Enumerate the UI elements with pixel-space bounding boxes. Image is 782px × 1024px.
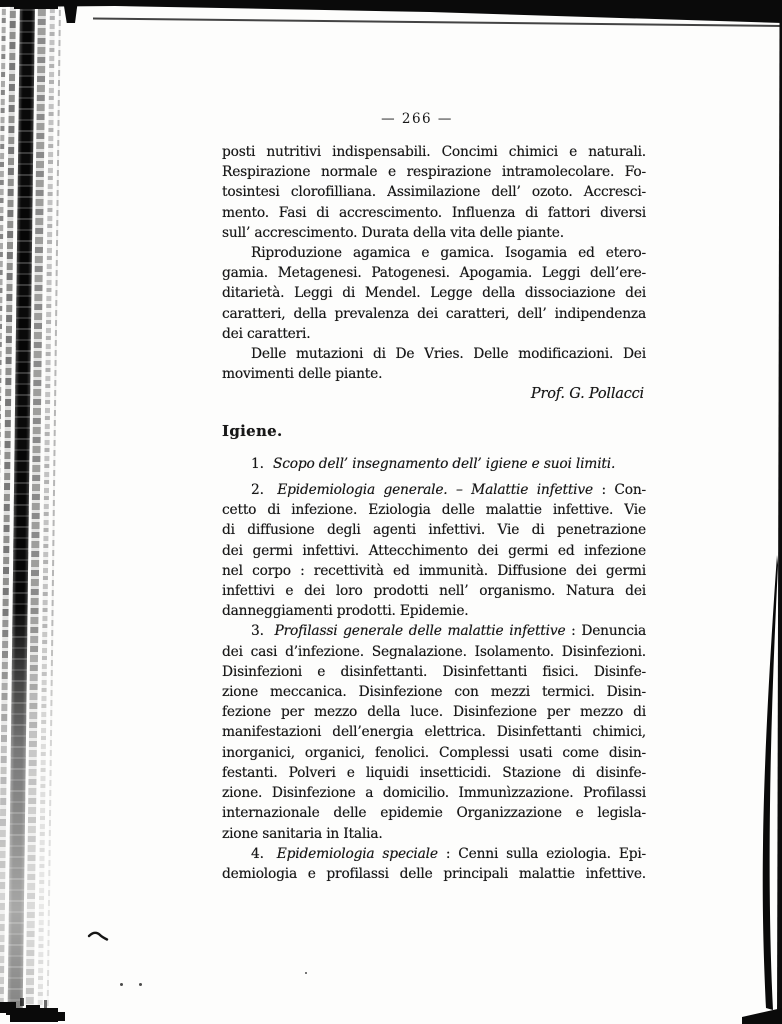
text-line: Respirazione normale e respirazione intramolecolare. Fo- [222, 164, 646, 181]
item-title: Epidemiologia speciale [276, 845, 438, 862]
item-number: 4. [251, 845, 264, 862]
text-line: infettivi e dei loro prodotti nell’ organismo. Natura dei [222, 583, 646, 600]
item-first-line [222, 621, 646, 641]
text-line: nel corpo : recettività ed immunità. Diffusione dei germi [222, 562, 646, 579]
pen-squiggle-mark [86, 929, 110, 945]
text-line: dei caratteri. [222, 325, 311, 342]
text-line: internazionale delle epidemie Organizzazione e legisla- [222, 805, 646, 822]
item-continuation-lines [222, 642, 646, 844]
item-first-line [222, 480, 646, 500]
item-title: Scopo dell’ insegnamento dell’ igiene e suoi limiti. [272, 455, 616, 472]
text-line: inorganici, organici, fenolici. Complessi usati come disin- [222, 744, 646, 761]
text-line: movimenti delle piante. [222, 366, 383, 383]
item-first-line [222, 844, 646, 864]
section-heading-igiene: Igiene. [222, 421, 283, 440]
text-line: festanti. Polveri e liquidi insetticidi. Stazione di disinfe- [222, 764, 646, 781]
item-number: 2. [251, 482, 264, 499]
scan-bottom-left-blob [0, 996, 72, 1024]
text-line: zione meccanica. Disinfezione con mezzi termici. Disin- [222, 684, 646, 701]
item-title: Profilassi generale delle malattie infettive [274, 623, 566, 640]
text-line: tosintesi clorofilliana. Assimilazione dell’ ozoto. Accresci- [222, 184, 646, 201]
dust-speck [120, 983, 123, 986]
dust-speck [139, 983, 142, 986]
book-binding-stripes [0, 0, 64, 1012]
item-continuation-lines [222, 864, 646, 884]
page-text-column [222, 142, 646, 884]
item-number: 3. [251, 623, 264, 640]
text-line: gamia. Metagenesi. Patogenesi. Apogamia. Leggi dell’ere- [222, 265, 646, 282]
text-line: zione sanitaria in Italia. [222, 825, 383, 842]
text-line: Disinfezioni e disinfettanti. Disinfettanti fisici. Disinfe- [222, 663, 646, 680]
text-line: caratteri, della prevalenza dei caratteri, dell’ indipendenza [222, 305, 646, 322]
scan-top-edge-shadow [0, 0, 782, 30]
text-line: danneggiamenti prodotti. Epidemie. [222, 603, 469, 620]
text-line: fezione per mezzo della luce. Disinfezione per mezzo di [222, 704, 646, 721]
text-line: demiologia e profilassi delle principali malattie infettive. [222, 865, 646, 882]
item-number: 1. [251, 455, 264, 472]
paragraph-botany-nutrition [222, 142, 646, 243]
text-line: di diffusione degli agenti infettivi. Vie di penetrazione [222, 522, 646, 539]
paragraph-botany-reproduction [222, 243, 646, 344]
syllabus-item-1 [222, 454, 646, 474]
syllabus-item-4 [222, 844, 646, 884]
text-line: Delle mutazioni di De Vries. Delle modificazioni. Dei [251, 346, 646, 363]
item-continuation-lines [222, 500, 646, 621]
syllabus-item-3 [222, 621, 646, 843]
professor-signature: Prof. G. Pollacci [530, 386, 644, 403]
text-line: dei germi infettivi. Attecchimento dei germi ed infezione [222, 542, 646, 559]
item-line-rest: : Cenni sulla eziologia. Epi- [437, 845, 647, 862]
item-first-line [222, 454, 646, 474]
item-line-rest: : Denuncia [565, 623, 646, 640]
page-number: — 266 — [381, 111, 453, 127]
text-line: zione. Disinfezione a domicilio. Immunìzzazione. Profilassi [222, 785, 646, 802]
item-line-rest: : Con- [592, 482, 646, 499]
text-line: posti nutritivi indispensabili. Concimi chimici e naturali. [222, 144, 646, 160]
item-title: Epidemiologia generale. – Malattie infettive [277, 482, 593, 499]
text-line: mento. Fasi di accrescimento. Influenza di fattori diversi [222, 204, 646, 221]
text-line: sull’ accrescimento. Durata della vita delle piante. [222, 224, 564, 241]
text-line: cetto di infezione. Eziologia delle malattie infettive. Vie [222, 502, 646, 519]
text-line: manifestazioni dell’energia elettrica. Disinfettanti chimici, [222, 724, 646, 741]
text-line: Riproduzione agamica e gamica. Isogamia ed etero- [251, 245, 646, 262]
text-line: ditarietà. Leggi di Mendel. Legge della dissociazione dei [222, 285, 646, 302]
syllabus-item-2 [222, 480, 646, 621]
scan-right-edge-shadow [740, 0, 782, 1024]
text-line: dei casi d’infezione. Segnalazione. Isolamento. Disinfezioni. [222, 643, 646, 660]
paragraph-botany-mutations [222, 344, 646, 384]
dust-speck [305, 972, 307, 974]
